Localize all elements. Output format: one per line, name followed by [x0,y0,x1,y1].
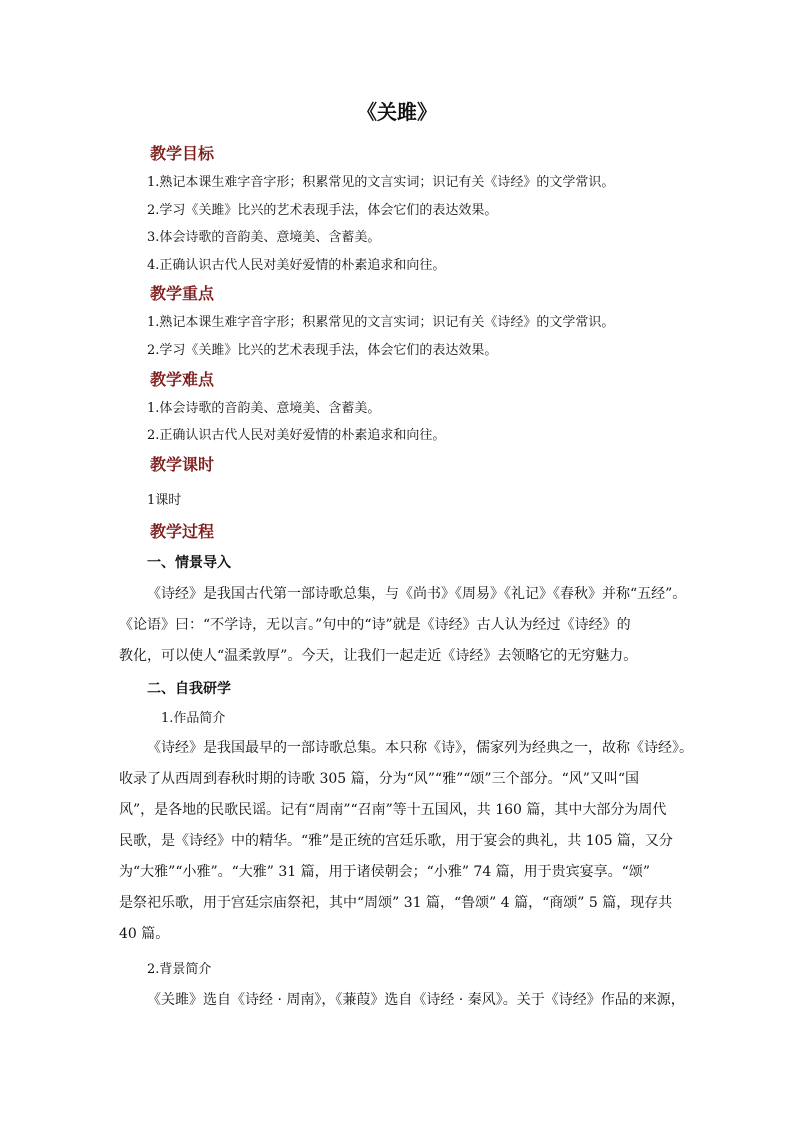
paragraph-line: 《诗经》是我国最早的一部诗歌总集。本只称《诗》，儒家列为经典之一，故称《诗经》。 [147,740,693,756]
hours-heading: 教学课时 [150,455,215,474]
difficulty-item-2: 2.正确认识古代人民对美好爱情的朴素追求和向往。 [147,428,446,443]
key-point-item-2: 2.学习《关雎》比兴的艺术表现手法，体会它们的表达效果。 [147,343,498,358]
paragraph-line: 40 篇。 [119,926,170,942]
objective-item-2: 2.学习《关雎》比兴的艺术表现手法，体会它们的表达效果。 [147,203,498,218]
objectives-heading: 教学目标 [150,144,215,163]
paragraph-line: 收录了从西周到春秋时期的诗歌 305 篇，分为“风”“雅”“颂”三个部分。“风”又叫“国 [119,771,640,787]
background-intro-paragraph [119,985,697,1016]
key-points-heading: 教学重点 [150,284,215,303]
paragraph-line: 风”，是各地的民歌民谣。记有“周南”“召南”等十五国风，共 160 篇，其中大部分为周代 [119,802,667,818]
work-intro-paragraph [119,733,697,950]
process-heading: 教学过程 [150,522,215,541]
paragraph-line: 民歌，是《诗经》中的精华。“雅”是正统的宫廷乐歌，用于宴会的典礼，共 105 篇，又分 [119,833,673,849]
paragraph-line: 《论语》曰：“不学诗，无以言。”句中的“诗”就是《诗经》古人认为经过《诗经》的 [119,617,631,633]
section-self-study-heading: 二、自我研学 [147,681,231,697]
paragraph-line: 是祭祀乐歌，用于宫廷宗庙祭祀，其中“周颂” 31 篇，“鲁颂” 4 篇，“商颂” 5 篇，现存共 [119,895,673,911]
key-point-item-1: 1.熟记本课生难字音字形；积累常见的文言实词；识记有关《诗经》的文学常识。 [147,315,615,330]
difficulties-heading: 教学难点 [150,370,215,389]
document-title: 《关雎》 [357,100,437,124]
section-intro-heading: 一、情景导入 [147,555,231,571]
paragraph-line: 《诗经》是我国古代第一部诗歌总集，与《尚书》《周易》《礼记》《春秋》并称“五经”。 [147,586,687,602]
background-intro-heading: 2.背景简介 [147,962,212,977]
paragraph-line: 为“大雅”“小雅”。“大雅” 31 篇，用于诸侯朝会；“小雅” 74 篇，用于贵宾宴享。“颂” [119,864,651,880]
objective-item-1: 1.熟记本课生难字音字形；积累常见的文言实词；识记有关《诗经》的文学常识。 [147,175,615,190]
objective-item-3: 3.体会诗歌的音韵美、意境美、含蓄美。 [147,230,381,245]
work-intro-heading: 1.作品简介 [161,711,226,726]
difficulty-item-1: 1.体会诗歌的音韵美、意境美、含蓄美。 [147,401,381,416]
hours-value: 1课时 [147,493,182,508]
objective-item-4: 4.正确认识古代人民对美好爱情的朴素追求和向往。 [147,258,446,273]
section-intro-paragraph [119,579,697,672]
paragraph-line: 《关雎》选自《诗经 · 周南》，《蒹葭》选自《诗经 · 秦风》。关于《诗经》作品的来源， [147,992,685,1008]
paragraph-line: 教化，可以使人“温柔敦厚”。今天，让我们一起走近《诗经》去领略它的无穷魅力。 [119,648,638,664]
